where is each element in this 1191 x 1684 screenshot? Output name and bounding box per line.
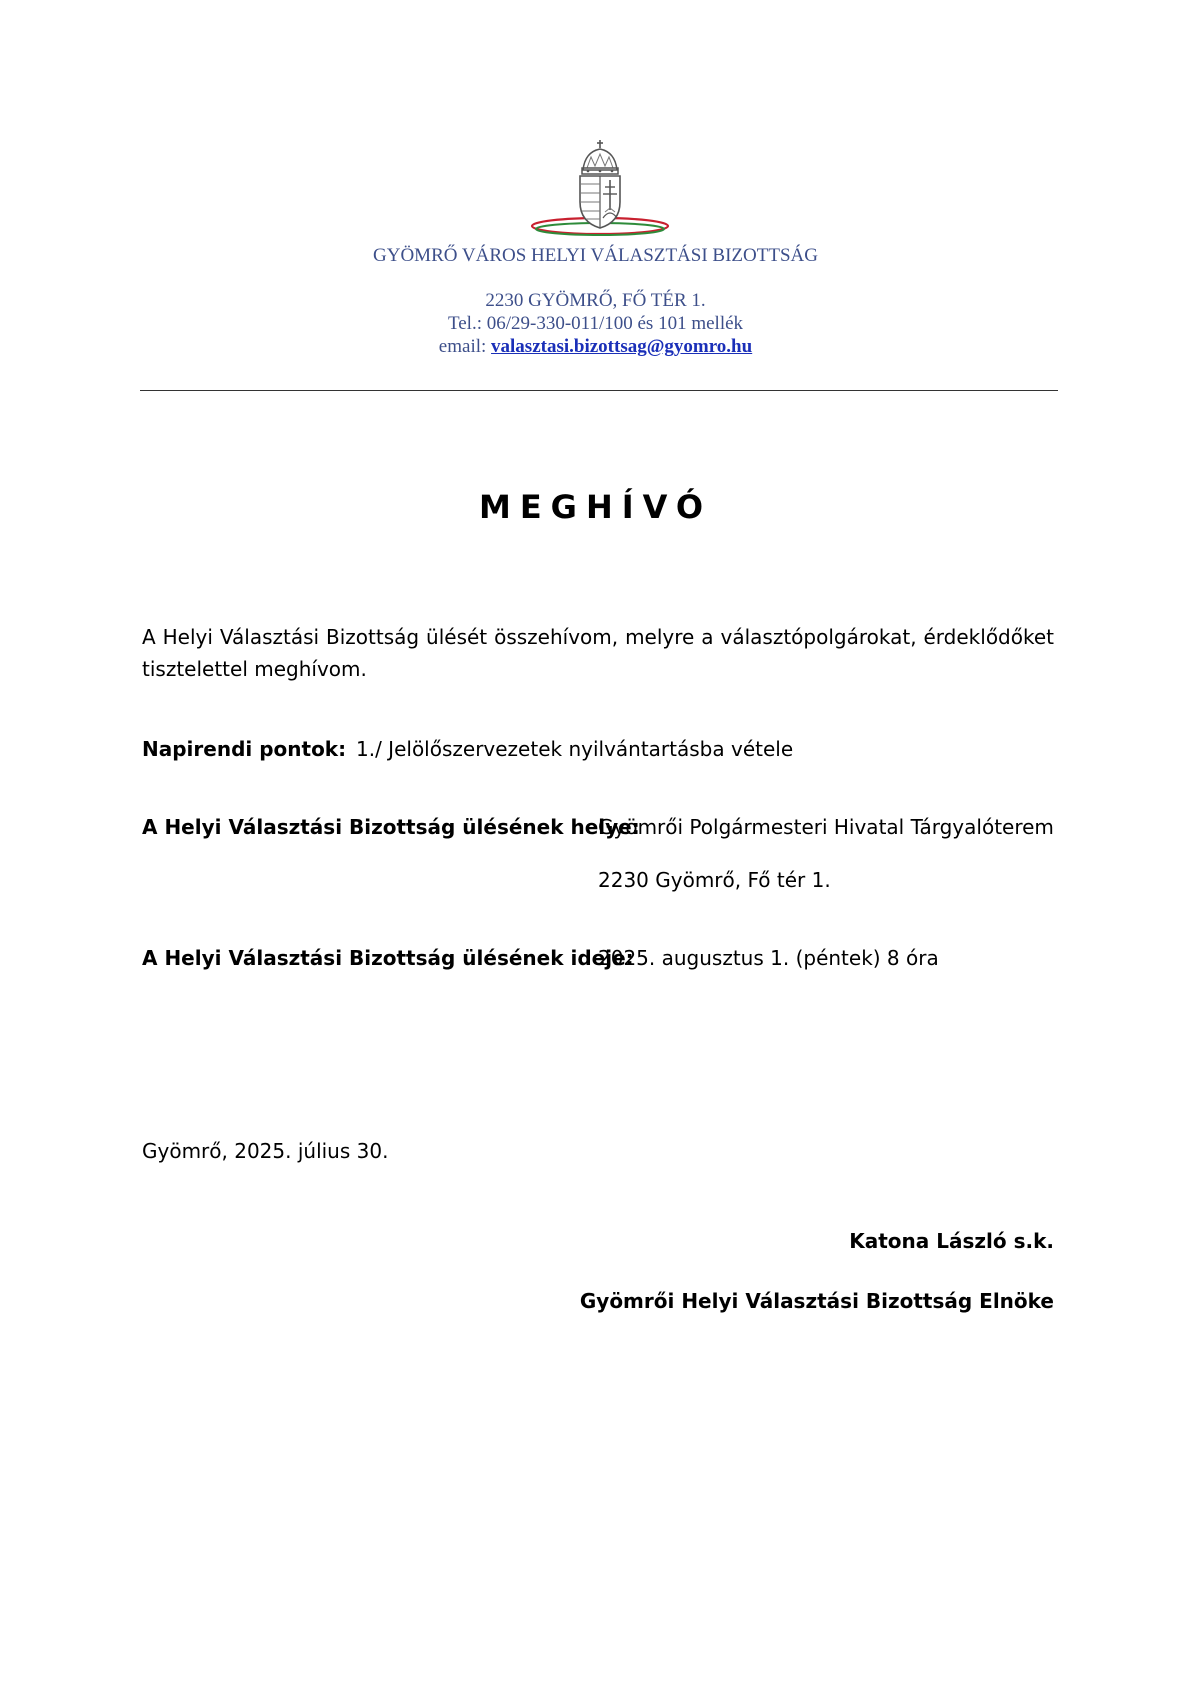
venue-line-2: 2230 Gyömrő, Fő tér 1. <box>598 868 831 892</box>
time-label: A Helyi Választási Bizottság ülésének ideje: <box>142 946 634 970</box>
signature-title: Gyömrői Helyi Választási Bizottság Elnöke <box>579 1289 1054 1313</box>
email-label: email: <box>438 336 487 357</box>
organization-phone: Tel.: 06/29-330-011/100 és 101 mellék <box>447 313 744 334</box>
signature-name: Katona László s.k. <box>849 1229 1054 1253</box>
organization-name: GYÖMRŐ VÁROS HELYI VÁLASZTÁSI BIZOTTSÁG <box>373 245 818 266</box>
organization-email-line <box>0 336 1191 358</box>
agenda-item: 1./ Jelölőszervezetek nyilvántartásba vétele <box>356 737 794 761</box>
email-link[interactable]: valasztasi.bizottsag@gyomro.hu <box>491 336 753 357</box>
date-place: Gyömrő, 2025. július 30. <box>142 1139 389 1163</box>
time-value: 2025. augusztus 1. (péntek) 8 óra <box>598 946 939 970</box>
agenda-label: Napirendi pontok: <box>142 737 347 761</box>
document-title: MEGHÍVÓ <box>478 488 713 526</box>
venue-label: A Helyi Választási Bizottság ülésének helye: <box>142 815 640 839</box>
coat-of-arms-logo <box>525 138 675 238</box>
venue-line-1: Gyömrői Polgármesteri Hivatal Tárgyalóterem <box>598 815 1054 839</box>
header-divider <box>140 390 1058 391</box>
intro-paragraph: A Helyi Választási Bizottság ülését összehívom, melyre a választópolgárokat, érdeklődőket tisztelettel meghívom. <box>142 625 1054 681</box>
organization-address: 2230 GYÖMRŐ, FŐ TÉR 1. <box>485 290 706 311</box>
